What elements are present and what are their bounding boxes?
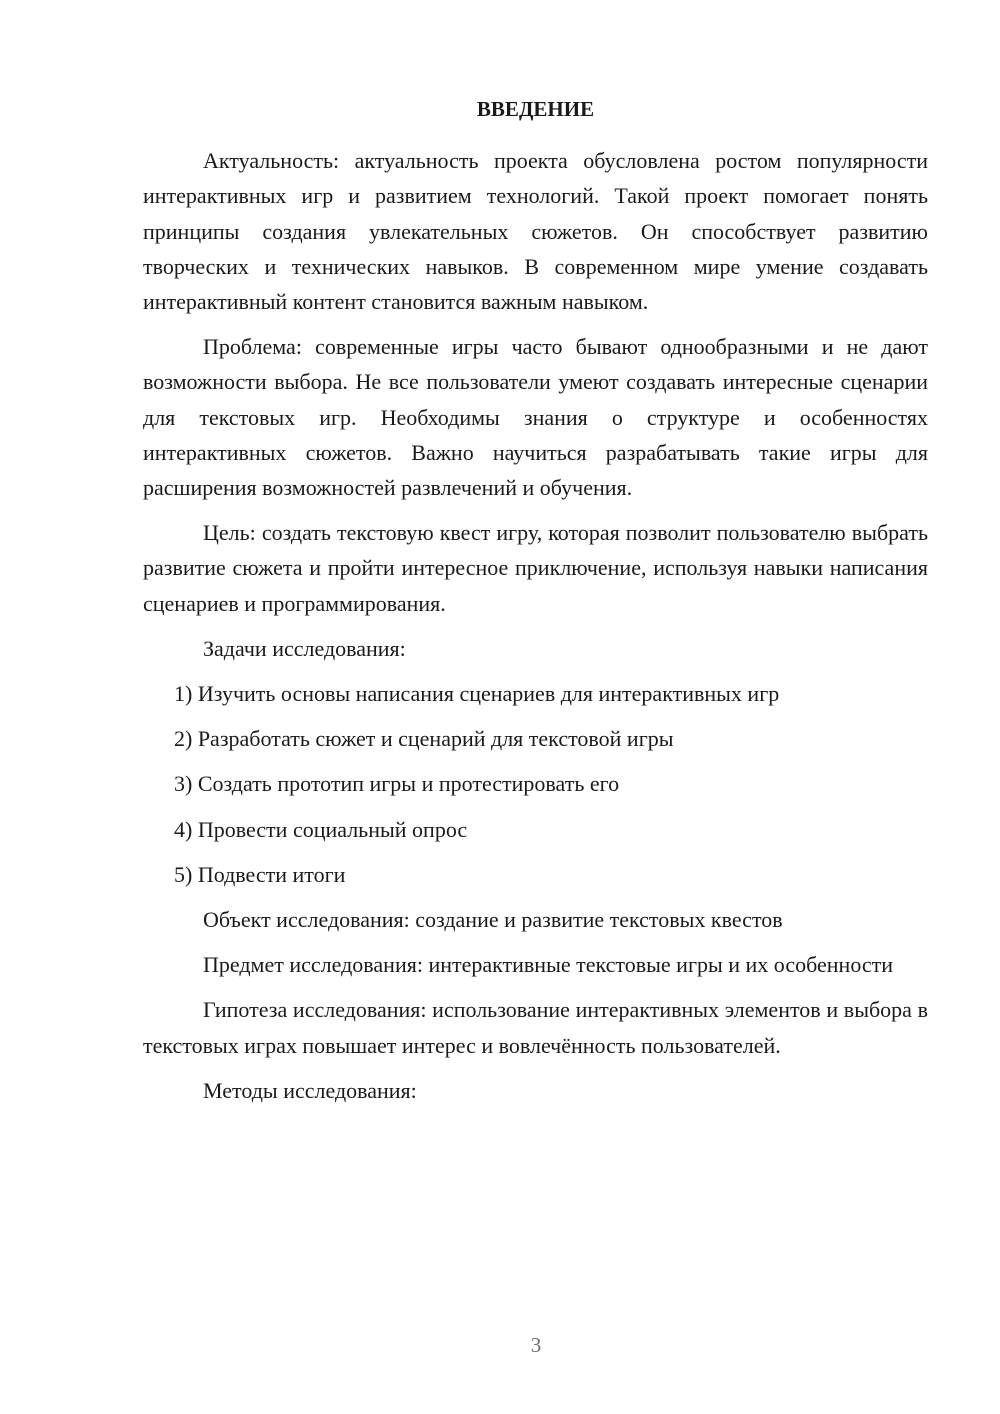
section-title: ВВЕДЕНИЕ — [476, 97, 595, 121]
paragraph-subject: Предмет исследования: интерактивные текстовые игры и их особенности — [203, 952, 894, 978]
paragraph-object: Объект исследования: создание и развитие текстовых квестов — [203, 907, 783, 933]
list-item: 4) Провести социальный опрос — [174, 816, 468, 842]
paragraph-goal: Цель: создать текстовую квест игру, которая позволит пользователю выбрать развитие сюжета и пройти интересное приключение, используя навыки написания сценариев и программирования. — [143, 520, 928, 616]
methods-heading: Методы исследования: — [203, 1077, 417, 1103]
paragraph-hypothesis: Гипотеза исследования: использование интерактивных элементов и выбора в текстовых играх повышает интерес и вовлечённость пользователей. — [143, 997, 928, 1058]
paragraph-problem: Проблема: современные игры часто бывают однообразными и не дают возможности выбора. Не все пользователи умеют создавать интересные сценарии для текстовых игр. Необходимы знания о структуре и особенностях интерактивных сюжетов. Важно научиться разрабатывать такие игры для расширения возможностей развлечений и обучения. — [143, 334, 928, 501]
tasks-heading: Задачи исследования: — [203, 635, 406, 661]
list-item: 3) Создать прототип игры и протестировать его — [174, 771, 620, 797]
paragraph-relevance: Актуальность: актуальность проекта обусловлена ростом популярности интерактивных игр и развитием технологий. Такой проект помогает понять принципы создания увлекательных сюжетов. Он способствует развитию творческих и технических навыков. В современном мире умение создавать интерактивный контент становится важным навыком. — [143, 148, 928, 315]
list-item: 5) Подвести итоги — [174, 861, 346, 887]
page-number: 3 — [530, 1333, 542, 1357]
document-page — [143, 92, 928, 1118]
tasks-list — [143, 676, 928, 892]
list-item: 2) Разработать сюжет и сценарий для текстовой игры — [174, 726, 674, 752]
list-item: 1) Изучить основы написания сценариев для интерактивных игр — [174, 681, 780, 707]
